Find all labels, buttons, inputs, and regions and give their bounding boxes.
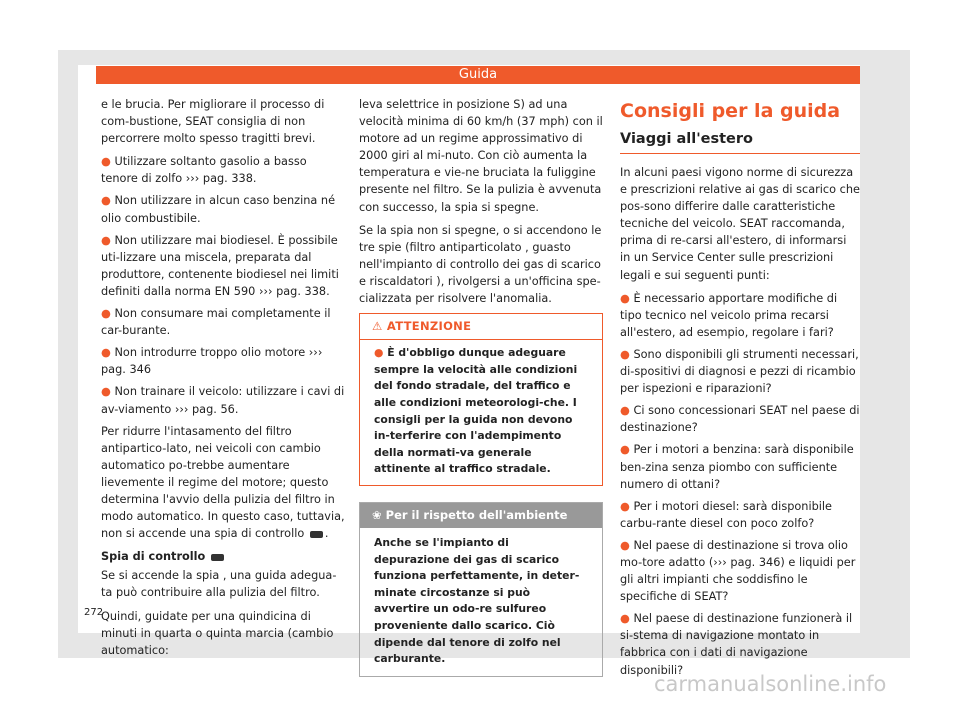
environment-box (359, 502, 603, 677)
list-item: ● Non utilizzare mai biodiesel. È possibile uti-lizzare una miscela, preparata dal produttore, contenente biodiesel nei limiti definiti dalla norma EN 590 ››› pag. 338. (101, 233, 339, 298)
environment-header: ❀ Per il rispetto dell'ambiente (360, 503, 602, 528)
paragraph: In alcuni paesi vigono norme di sicurezza e prescrizioni relative ai gas di scarico che pos-sono differire dalle caratteristiche tecniche del veicolo. SEAT raccomanda, prima di re-carsi all'estero, di informarsi in un Service Center sulle prescrizioni legali e sui seguenti punti: (620, 166, 860, 282)
warning-text: ● È d'obbligo dunque adeguare sempre la velocità alle condizioni del fondo stradale, del traffico e alle condizioni meteorologi-che. I consigli per la guida non devono in-terferire con l'adempimento della normati-va generale attinente al traffico stradale. (374, 346, 578, 476)
list-item: ● Non trainare il veicolo: utilizzare i cavi di av-viamento ››› pag. 56. (101, 385, 345, 416)
paragraph: Quindi, guidate per una quindicina di minuti in quarta o quinta marcia (cambio automatico: (101, 609, 334, 657)
list-item: ● Non introdurre troppo olio motore ››› pag. 346 (101, 346, 323, 377)
paragraph: Se si accende la spia , una guida adegua-ta può contribuire alla pulizia del filtro. (101, 569, 337, 600)
subheading: Spia di controllo (101, 548, 346, 565)
particle-filter-icon (211, 554, 224, 561)
column-2 (359, 96, 603, 677)
list-item: ● Nel paese di destinazione si trova olio mo-tore adatto (››› pag. 346) e liquidi per gli altri impianti che soddisfino le specifiche di SEAT? (620, 538, 856, 604)
watermark: carmanualsonline.info (654, 672, 887, 696)
list-item: ● È necessario apportare modifiche di tipo tecnico nel veicolo prima recarsi all'estero, ad esempio, regolare i fari? (620, 291, 838, 339)
warning-header: ⚠ ATTENZIONE (360, 314, 602, 340)
list-item: ● Utilizzare soltanto gasolio a basso tenore di zolfo ››› pag. 338. (101, 155, 307, 186)
list-item: ● Sono disponibili gli strumenti necessari, di-spositivi di diagnosi e pezzi di ricambio per ispezioni e riparazioni? (620, 347, 859, 396)
warning-box (359, 313, 603, 486)
list-item: ● Non consumare mai completamente il car-burante. (101, 307, 331, 338)
bullet-icon: ● (620, 443, 634, 457)
bullet-icon: ● (101, 385, 115, 399)
environment-flower-icon: ❀ (372, 507, 386, 522)
bullet-icon: ● (620, 291, 634, 305)
list-item: ● Per i motori diesel: sarà disponibile carbu-rante diesel con poco zolfo? (620, 499, 832, 530)
paragraph: e le brucia. Per migliorare il processo di com-bustione, SEAT consiglia di non percorrere molto spesso tragitti brevi. (101, 98, 325, 146)
list-item: ● Per i motori a benzina: sarà disponibile ben-zina senza piombo con sufficiente numero di ottani? (620, 443, 854, 491)
bullet-icon: ● (101, 307, 115, 321)
list-item: ● Nel paese di destinazione funzionerà il si-stema di navigazione montato in fabbrica con i dati di navigazione disponibili? (620, 612, 853, 677)
column-3 (620, 96, 860, 684)
page-number: 272 (84, 607, 104, 618)
bullet-icon: ● (101, 346, 115, 360)
bullet-icon: ● (620, 612, 634, 626)
bullet-icon: ● (620, 347, 634, 361)
bullet-icon: ● (620, 538, 634, 552)
bullet-icon: ● (101, 194, 115, 208)
warning-triangle-icon: ⚠ (372, 319, 387, 334)
bullet-icon: ● (101, 155, 115, 169)
page-title: Consigli per la guida (620, 100, 841, 122)
paragraph: Se la spia non si spegne, o si accendono le tre spie (filtro antiparticolato , guasto nell'impianto di controllo dei gas di scarico e riscaldatori ), rivolgersi a un'officina spe-cializzata per risolvere l'anomalia. (359, 223, 602, 306)
list-item: ● Non utilizzare in alcun caso benzina né olio combustibile. (101, 194, 336, 225)
section-title: Viaggi all'estero (620, 129, 860, 154)
bullet-icon: ● (620, 404, 634, 418)
section-header: Guida (96, 66, 860, 84)
list-item: ● Ci sono concessionari SEAT nel paese di destinazione? (620, 404, 860, 435)
particle-filter-icon (310, 531, 323, 538)
environment-text: Anche se l'impianto di depurazione dei gas di scarico funziona perfettamente, in deter-minate circostanze si può avvertire un odo-re sulfureo proveniente dallo scarico. Ciò dipende dal tenore di zolfo nel carburante. (374, 536, 580, 666)
paragraph: Per ridurre l'intasamento del filtro antipartico-lato, nei veicoli con cambio automatico po-trebbe aumentare lievemente il regime del motore; questo determina l'avvio della pulizia del filtro in modo automatico. In questo caso, tuttavia, non si accende una spia di controllo . (101, 424, 345, 541)
bullet-icon: ● (101, 233, 115, 247)
column-1 (101, 96, 346, 665)
bullet-icon: ● (620, 499, 634, 513)
paragraph: leva selettrice in posizione S) ad una velocità minima di 60 km/h (37 mph) con il motore ad un regime approssimativo di 2000 giri al mi-nuto. Con ciò aumenta la temperatura e vie-ne bruciata la fuliggine presente nel filtro. Se la pulizia è avvenuta con successo, la spia si spegne. (359, 98, 603, 214)
bullet-icon: ● (374, 346, 388, 360)
